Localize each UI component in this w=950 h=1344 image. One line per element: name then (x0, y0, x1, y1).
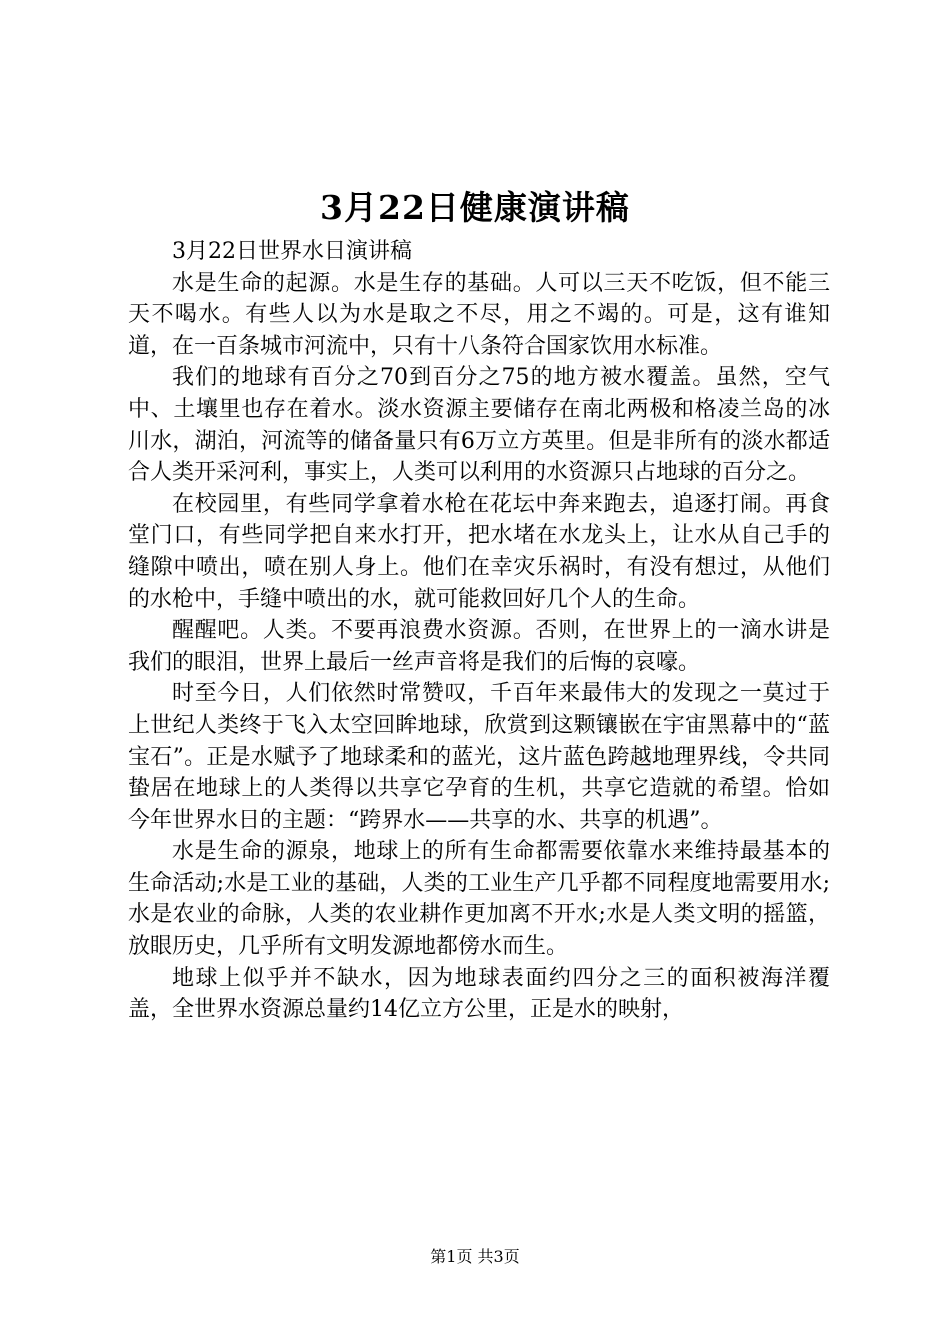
paragraph: 醒醒吧。人类。不要再浪费水资源。否则，在世界上的一滴水讲是我们的眼泪，世界上最后一丝声音将是我们的后悔的哀嚎。 (128, 618, 830, 675)
paragraph: 水是生命的起源。水是生存的基础。人可以三天不吃饭，但不能三天不喝水。有些人以为水是取之不尽，用之不竭的。可是，这有谁知道，在一百条城市河流中，只有十八条符合国家饮用水标准。 (128, 270, 830, 359)
paragraph: 地球上似乎并不缺水，因为地球表面约四分之三的面积被海洋覆盖，全世界水资源总量约14亿立方公里，正是水的映射， (128, 965, 830, 1023)
paragraph: 我们的地球有百分之70到百分之75的地方被水覆盖。虽然，空气中、土壤里也存在着水。淡水资源主要储存在南北两极和格凌兰岛的冰川水，湖泊，河流等的储备量只有6万立方英里。但是非所有的淡水都适合人类开采河利，事实上，人类可以利用的水资源只占地球的百分之。 (128, 365, 830, 486)
paragraph: 水是生命的源泉，地球上的所有生命都需要依靠水来维持最基本的生命活动;水是工业的基础，人类的工业生产几乎都不同程度地需要用水;水是农业的命脉，人类的农业耕作更加离不开水;水是人类文明的摇篮，放眼历史，几乎所有文明发源地都傍水而生。 (128, 839, 830, 960)
paragraph: 时至今日，人们依然时常赞叹，千百年来最伟大的发现之一莫过于上世纪人类终于飞入太空回眸地球，欣赏到这颗镶嵌在宇宙黑幕中的“蓝宝石”。正是水赋予了地球柔和的蓝光，这片蓝色跨越地理界线，令共同蛰居在地球上的人类得以共享它孕育的生机，共享它造就的希望。恰如今年世界水日的主题：“跨界水——共享的水、共享的机遇”。 (128, 681, 830, 833)
paragraph: 在校园里，有些同学拿着水枪在花坛中奔来跑去，追逐打闹。再食堂门口，有些同学把自来水打开，把水堵在水龙头上，让水从自己手的缝隙中喷出，喷在别人身上。他们在幸灾乐祸时，有没有想过，从他们的水枪中，手缝中喷出的水，就可能救回好几个人的生命。 (128, 491, 830, 612)
page-footer: 第1页 共3页 (430, 1247, 520, 1266)
document-body (128, 236, 830, 1026)
document-title: 3月22日健康演讲稿 (320, 188, 630, 227)
document-subtitle: 3月22日世界水日演讲稿 (172, 239, 412, 264)
